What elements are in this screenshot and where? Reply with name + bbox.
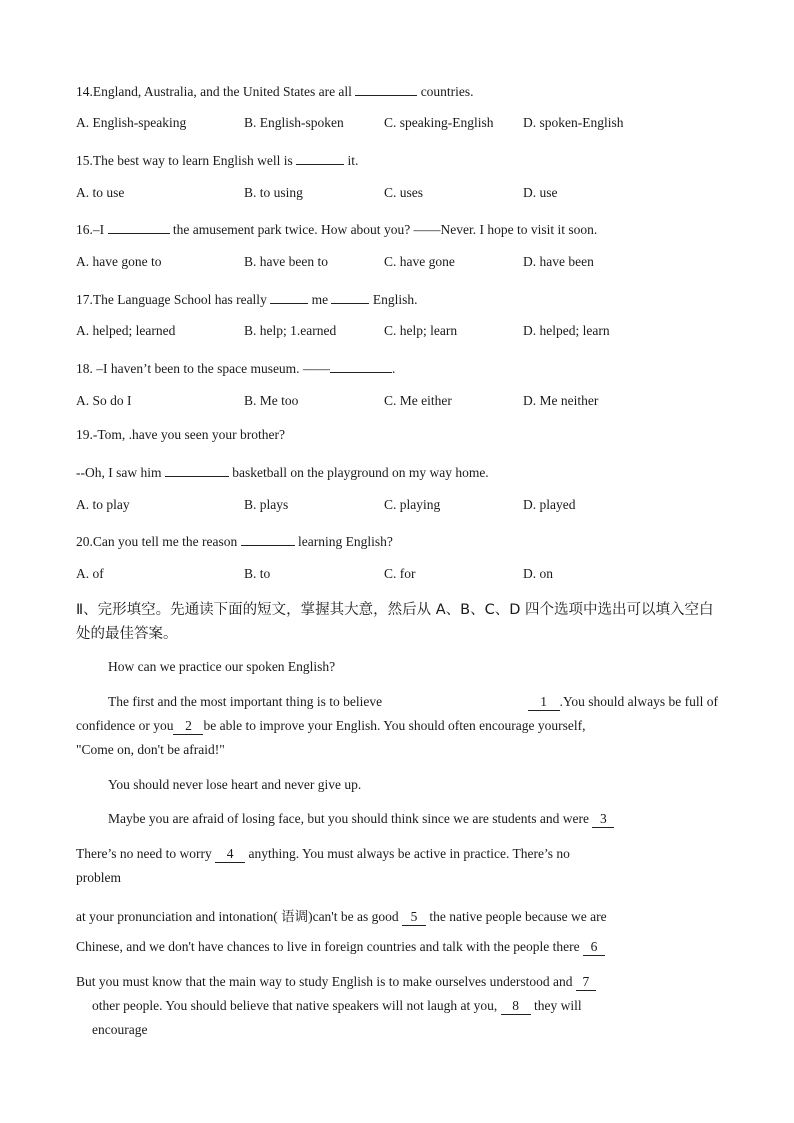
- answer-blank: [241, 531, 295, 546]
- question-18-option-c: C. Me either: [384, 393, 452, 408]
- cloze-blank-1: 1: [528, 694, 560, 711]
- question-14-option-b: B. English-spoken: [244, 115, 344, 130]
- passage-line: Chinese, and we don't have chances to live in foreign countries and talk with the people there 6: [76, 939, 605, 956]
- question-20-stem: 20.Can you tell me the reason learning English?: [76, 531, 393, 550]
- question-17-option-a: A. helped; learned: [76, 323, 176, 338]
- question-19-option-c: C. playing: [384, 497, 441, 512]
- question-15-option-c: C. uses: [384, 185, 424, 200]
- cloze-blank-4: 4: [215, 846, 245, 863]
- answer-blank: [270, 289, 308, 304]
- question-18-option-d: D. Me neither: [523, 393, 599, 408]
- answer-blank: [330, 358, 392, 373]
- cloze-blank-5: 5: [402, 909, 426, 926]
- question-19-option-a: A. to play: [76, 497, 130, 512]
- section-2-heading: Ⅱ、完形填空。先通读下面的短文，掌握其大意，然后从 A、B、C、D 四个选项中选出可以填入空白处的最佳答案。: [76, 602, 714, 642]
- question-18-stem: 18. –I haven’t been to the space museum. —— .: [76, 358, 395, 377]
- question-20-option-c: C. for: [384, 566, 416, 581]
- question-15-option-d: D. use: [523, 185, 558, 200]
- cloze-blank-8: 8: [501, 998, 531, 1015]
- question-17-option-c: C. help; learn: [384, 323, 458, 338]
- passage-line: confidence or you 2 be able to improve your English. You should often encourage yourself,: [76, 718, 586, 733]
- cloze-blank-2: 2: [173, 718, 203, 735]
- passage-line: There’s no need to worry 4 anything. You must always be active in practice. There’s no: [76, 846, 570, 861]
- question-15-option-b: B. to using: [244, 185, 303, 200]
- cloze-blank-6: 6: [583, 939, 605, 956]
- passage-line: encourage: [92, 1022, 148, 1037]
- answer-blank: [165, 462, 229, 477]
- question-14-stem: 14.England, Australia, and the United States are all countries.: [76, 81, 474, 100]
- answer-blank: [331, 289, 369, 304]
- cloze-blank-7: 7: [576, 974, 596, 991]
- passage-line: But you must know that the main way to study English is to make ourselves understood and 7: [76, 974, 596, 991]
- answer-blank: [355, 81, 417, 96]
- answer-blank: [296, 150, 344, 165]
- question-19-stem: 19.-Tom, .have you seen your brother?: [76, 427, 285, 442]
- question-18-option-a: A. So do I: [76, 393, 132, 408]
- question-16-option-d: D. have been: [523, 254, 594, 269]
- passage-title: How can we practice our spoken English?: [108, 659, 336, 674]
- question-17-option-d: D. helped; learn: [523, 323, 610, 338]
- passage-line: problem: [76, 870, 121, 885]
- passage-line: The first and the most important thing is to believe 1 .You should always be full of: [108, 694, 718, 709]
- question-16-option-b: B. have been to: [244, 254, 328, 269]
- question-19-reply: --Oh, I saw him basketball on the playground on my way home.: [76, 462, 489, 481]
- answer-blank: [108, 219, 170, 234]
- question-14-option-a: A. English-speaking: [76, 115, 187, 130]
- question-20-option-a: A. of: [76, 566, 104, 581]
- question-16-option-a: A. have gone to: [76, 254, 162, 269]
- question-15-option-a: A. to use: [76, 185, 125, 200]
- question-17-option-b: B. help; 1.earned: [244, 323, 337, 338]
- question-14-option-c: C. speaking-English: [384, 115, 494, 130]
- question-19-option-b: B. plays: [244, 497, 289, 512]
- question-19-option-d: D. played: [523, 497, 576, 512]
- passage-line: "Come on, don't be afraid!": [76, 742, 225, 757]
- question-16-stem: 16.–I the amusement park twice. How about you? ——Never. I hope to visit it soon.: [76, 219, 597, 238]
- passage-line: You should never lose heart and never give up.: [108, 777, 362, 792]
- passage-line: Maybe you are afraid of losing face, but you should think since we are students and were 3: [108, 811, 614, 828]
- cloze-blank-3: 3: [592, 811, 614, 828]
- question-17-stem: 17.The Language School has really me English.: [76, 289, 417, 308]
- question-15-stem: 15.The best way to learn English well is it.: [76, 150, 358, 169]
- passage-line: other people. You should believe that native speakers will not laugh at you, 8 they will: [92, 998, 582, 1013]
- question-20-option-b: B. to: [244, 566, 271, 581]
- question-18-option-b: B. Me too: [244, 393, 299, 408]
- passage-line: at your pronunciation and intonation( 语调)can't be as good 5 the native people because we are: [76, 909, 607, 924]
- question-16-option-c: C. have gone: [384, 254, 455, 269]
- question-20-option-d: D. on: [523, 566, 553, 581]
- question-14-option-d: D. spoken-English: [523, 115, 624, 130]
